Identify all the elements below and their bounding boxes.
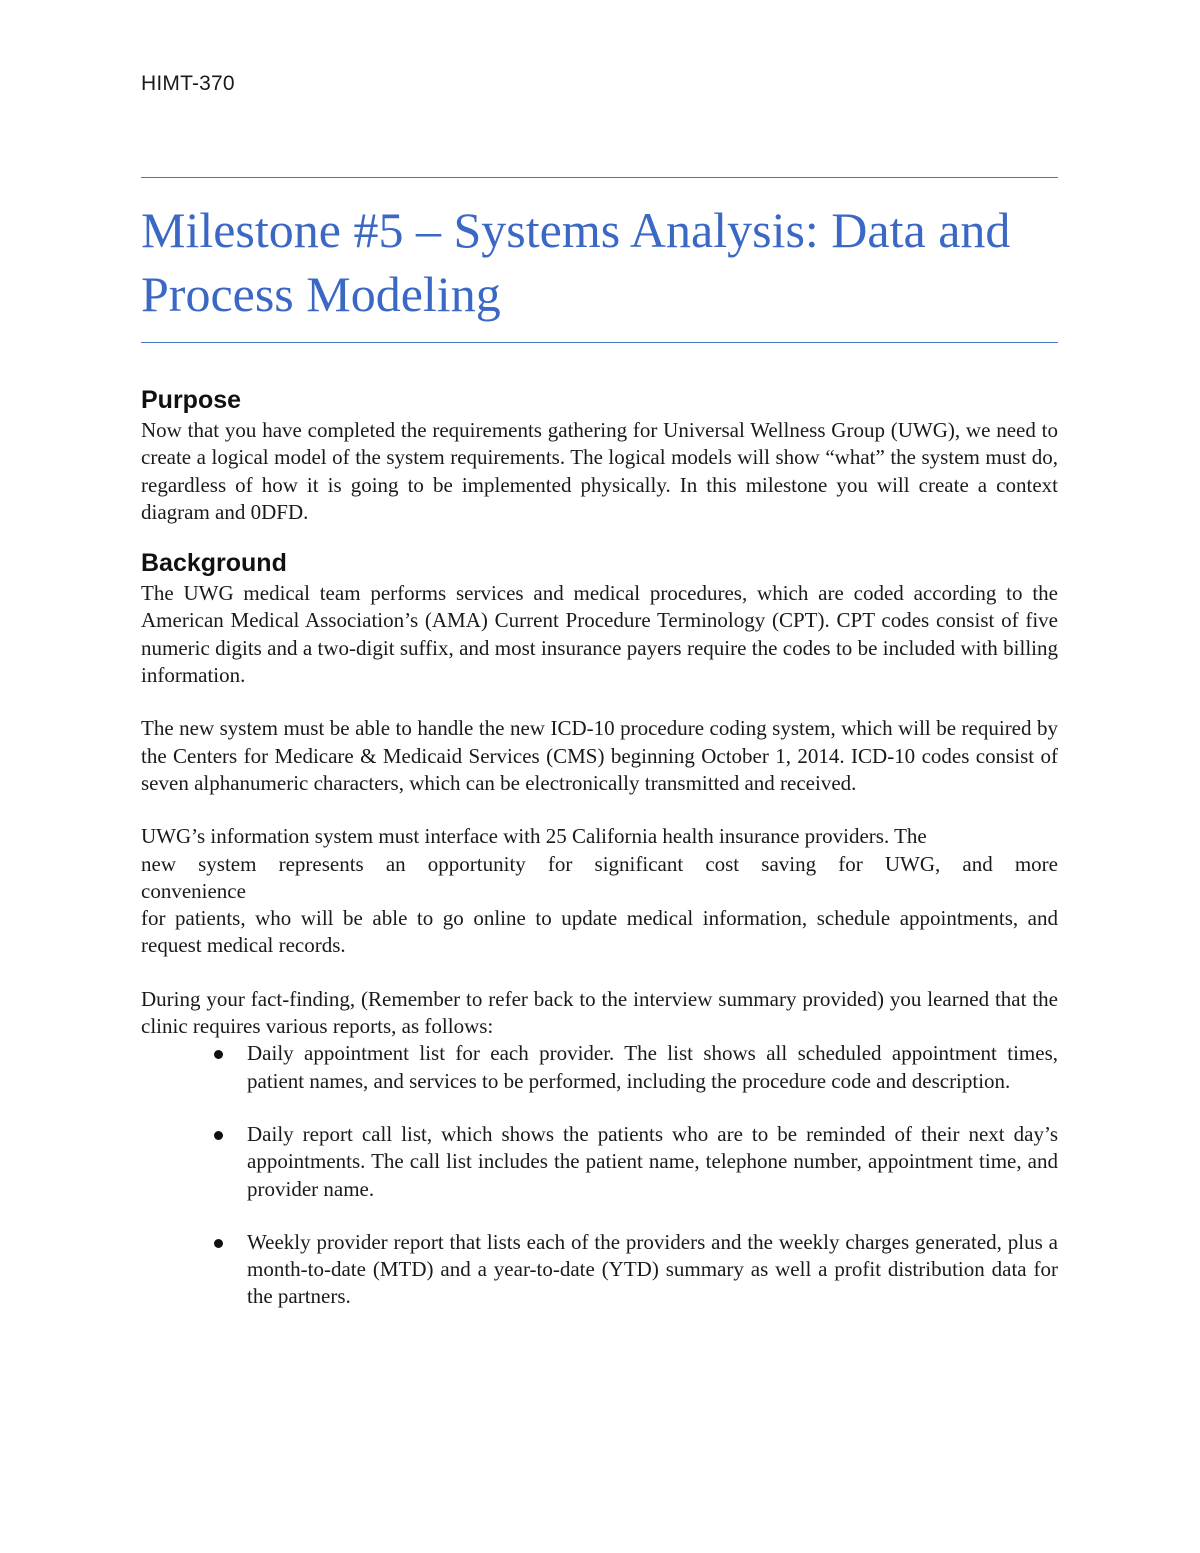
purpose-paragraph: Now that you have completed the requirements gathering for Universal Wellness Group (UWG), we need to create a logical model of the system requirements. The logical models will show “what” the system must do, regardless of how it is going to be implemented physically. In this milestone you will create a context diagram and 0DFD. — [141, 418, 1058, 524]
background-paragraph-icd10: The new system must be able to handle the new ICD-10 procedure coding system, which will be required by the Centers for Medicare & Medicaid Services (CMS) beginning October 1, 2014. ICD-10 codes consist of seven alphanumeric characters, which can be electronically transmitted and received. — [141, 716, 1058, 795]
bullet-icon — [214, 1050, 223, 1059]
background-heading: Background — [141, 549, 287, 578]
list-item — [141, 1121, 1058, 1203]
report-daily-appointment-list: Daily appointment list for each provider. The list shows all scheduled appointment times, patient names, and services to be performed, including the procedure code and description. — [247, 1041, 1058, 1093]
insurance-line-3: convenience — [141, 878, 246, 903]
section-spacer — [141, 526, 1058, 546]
background-paragraph-insurance — [141, 823, 1058, 959]
report-weekly-provider: Weekly provider report that lists each of the providers and the weekly charges generated, plus a month-to-date (MTD) and a year-to-date (YTD) summary as well a profit distribution data for the partners. — [247, 1229, 1058, 1309]
report-daily-call-list: Daily report call list, which shows the patients who are to be reminded of their next day’s appointments. The call list includes the patient name, telephone number, appointment time, and provider name. — [247, 1121, 1058, 1201]
insurance-line-2: new system represents an opportunity for significant cost saving for UWG, and more — [141, 851, 1058, 876]
title-bottom-rule — [141, 342, 1058, 343]
background-section — [141, 546, 1058, 1311]
document-title: Milestone #5 – Systems Analysis: Data and Process Modeling — [141, 202, 1011, 322]
paragraph-spacer — [141, 797, 1058, 823]
list-item — [141, 1040, 1058, 1095]
bullet-icon — [214, 1131, 223, 1140]
purpose-heading: Purpose — [141, 386, 242, 414]
page-header-course-code: HIMT-370 — [141, 72, 235, 95]
background-paragraph-cpt: The UWG medical team performs services and medical procedures, which are coded according to the American Medical Association’s (AMA) Current Procedure Terminology (CPT). CPT codes consist of five numeric digits and a two-digit suffix, and most insurance payers require the codes to be included with billing information. — [141, 581, 1058, 688]
document-body — [141, 383, 1058, 1337]
background-paragraph-reports-intro: During your fact-finding, (Remember to refer back to the interview summary provided) you learned that the clinic requires various reports, as follows: — [141, 986, 1058, 1039]
purpose-section — [141, 383, 1058, 526]
insurance-line-4: for patients, who will be able to go online to update medical information, schedule appointments, and request medical records. — [141, 906, 1058, 958]
reports-list — [141, 1040, 1058, 1310]
paragraph-spacer — [141, 689, 1058, 715]
bullet-icon — [214, 1239, 223, 1248]
paragraph-spacer — [141, 960, 1058, 986]
title-top-rule — [141, 177, 1058, 178]
list-item — [141, 1229, 1058, 1311]
insurance-line-1: UWG’s information system must interface with 25 California health insurance providers. The — [141, 824, 927, 849]
